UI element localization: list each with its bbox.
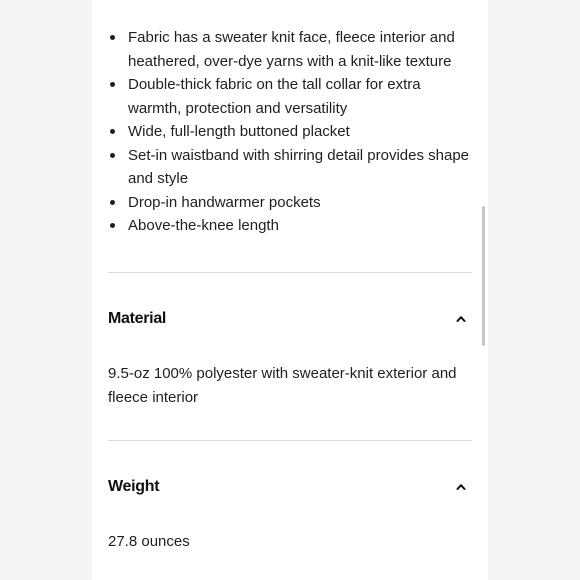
section-divider (108, 272, 472, 273)
material-section (108, 272, 472, 409)
scrollbar-thumb[interactable] (482, 206, 485, 346)
feature-item: Fabric has a sweater knit face, fleece interior and heathered, over-dye yarns with a knit-like texture (108, 26, 472, 73)
weight-value: 27.8 ounces (108, 533, 190, 550)
section-divider (108, 440, 472, 441)
material-description: 9.5-oz 100% polyester with sweater-knit exterior and fleece interior (108, 365, 457, 406)
weight-section-header[interactable] (108, 472, 472, 502)
feature-item: Drop-in handwarmer pockets (108, 191, 472, 215)
product-details-panel (92, 0, 488, 580)
chevron-up-icon[interactable] (456, 314, 466, 324)
material-section-header[interactable] (108, 304, 472, 334)
details-content (108, 0, 472, 550)
material-title: Material (108, 310, 167, 327)
feature-list (108, 0, 472, 238)
weight-title: Weight (108, 478, 160, 495)
chevron-up-icon[interactable] (456, 482, 466, 492)
feature-item: Above-the-knee length (108, 214, 472, 238)
weight-section (108, 440, 472, 554)
feature-item: Wide, full-length buttoned placket (108, 120, 472, 144)
feature-item: Set-in waistband with shirring detail provides shape and style (108, 144, 472, 191)
feature-item: Double-thick fabric on the tall collar for extra warmth, protection and versatility (108, 73, 472, 120)
